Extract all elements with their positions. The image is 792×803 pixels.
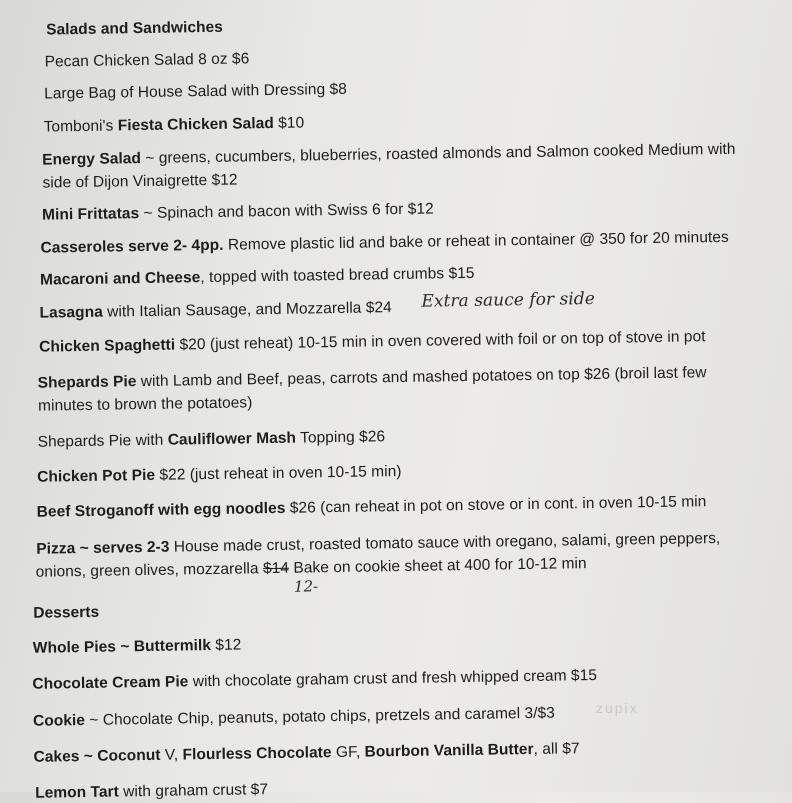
menu-item-cakes: Cakes ~ Coconut V, Flourless Chocolate GF, Bourbon Vanilla Butter, all $7 — [33, 740, 580, 766]
handwritten-new-price: 12- — [293, 577, 319, 596]
menu-item-pecan-chicken-salad: Pecan Chicken Salad 8 oz $6 — [44, 50, 250, 71]
menu-item-shepards-pie-cauliflower: Shepards Pie with Cauliflower Mash Topping $26 — [37, 428, 386, 451]
menu-item-beef-stroganoff: Beef Stroganoff with egg noodles $26 (can reheat in pot on stove or in cont. in oven 10-15 min — [36, 493, 707, 521]
menu-item-fiesta-chicken-salad: Tomboni's Fiesta Chicken Salad $10 — [43, 114, 305, 136]
menu-item-shepards-pie: Shepards Pie with Lamb and Beef, peas, carrots and mashed potatoes on top $26 (broil last few — [37, 364, 707, 392]
menu-item-lemon-tart: Lemon Tart with graham crust $7 — [34, 781, 269, 802]
section-heading-desserts: Desserts — [33, 603, 100, 622]
menu-item-house-salad: Large Bag of House Salad with Dressing $8 — [44, 80, 348, 103]
menu-item-chicken-spaghetti: Chicken Spaghetti $20 (just reheat) 10-15 min in oven covered with foil or on top of stove in pot — [38, 328, 706, 356]
menu-item-energy-salad-cont: side of Dijon Vinaigrette $12 — [42, 171, 238, 192]
old-price: $14 — [262, 559, 290, 578]
section-heading-salads: Salads and Sandwiches — [46, 18, 224, 39]
menu-item-cookie: Cookie ~ Chocolate Chip, peanuts, potato chips, pretzels and caramel 3/$3 — [32, 704, 555, 730]
menu-item-pizza-cont: onions, green olives, mozzarella $14 Bake on cookie sheet at 400 for 10-12 min — [35, 555, 587, 581]
menu-item-macaroni-cheese: Macaroni and Cheese, topped with toasted bread crumbs $15 — [39, 264, 475, 289]
menu-item-lasagna: Lasagna with Italian Sausage, and Mozzarella $24 — [39, 299, 392, 322]
section-heading-casseroles: Casseroles serve 2- 4pp. Remove plastic lid and bake or reheat in container @ 350 for 20 minutes — [40, 228, 729, 257]
menu-item-energy-salad: Energy Salad ~ greens, cucumbers, blueberries, roasted almonds and Salmon cooked Medium with — [42, 140, 736, 169]
menu-item-whole-pies: Whole Pies ~ Buttermilk $12 — [32, 636, 242, 657]
menu-item-pizza: Pizza ~ serves 2-3 House made crust, roasted tomato sauce with oregano, salami, green peppers, — [36, 529, 721, 558]
handwritten-note-extra-sauce: Extra sauce for side — [421, 288, 596, 312]
menu-item-chocolate-cream-pie: Chocolate Cream Pie with chocolate graham crust and fresh whipped cream $15 — [32, 666, 598, 693]
menu-item-mini-frittatas: Mini Frittatas ~ Spinach and bacon with Swiss 6 for $12 — [41, 200, 434, 224]
menu-item-shepards-pie-cont: minutes to brown the potatoes) — [37, 394, 253, 415]
watermark: zupix — [596, 700, 639, 716]
menu-item-chicken-pot-pie: Chicken Pot Pie $22 (just reheat in oven 10-15 min) — [37, 462, 402, 486]
